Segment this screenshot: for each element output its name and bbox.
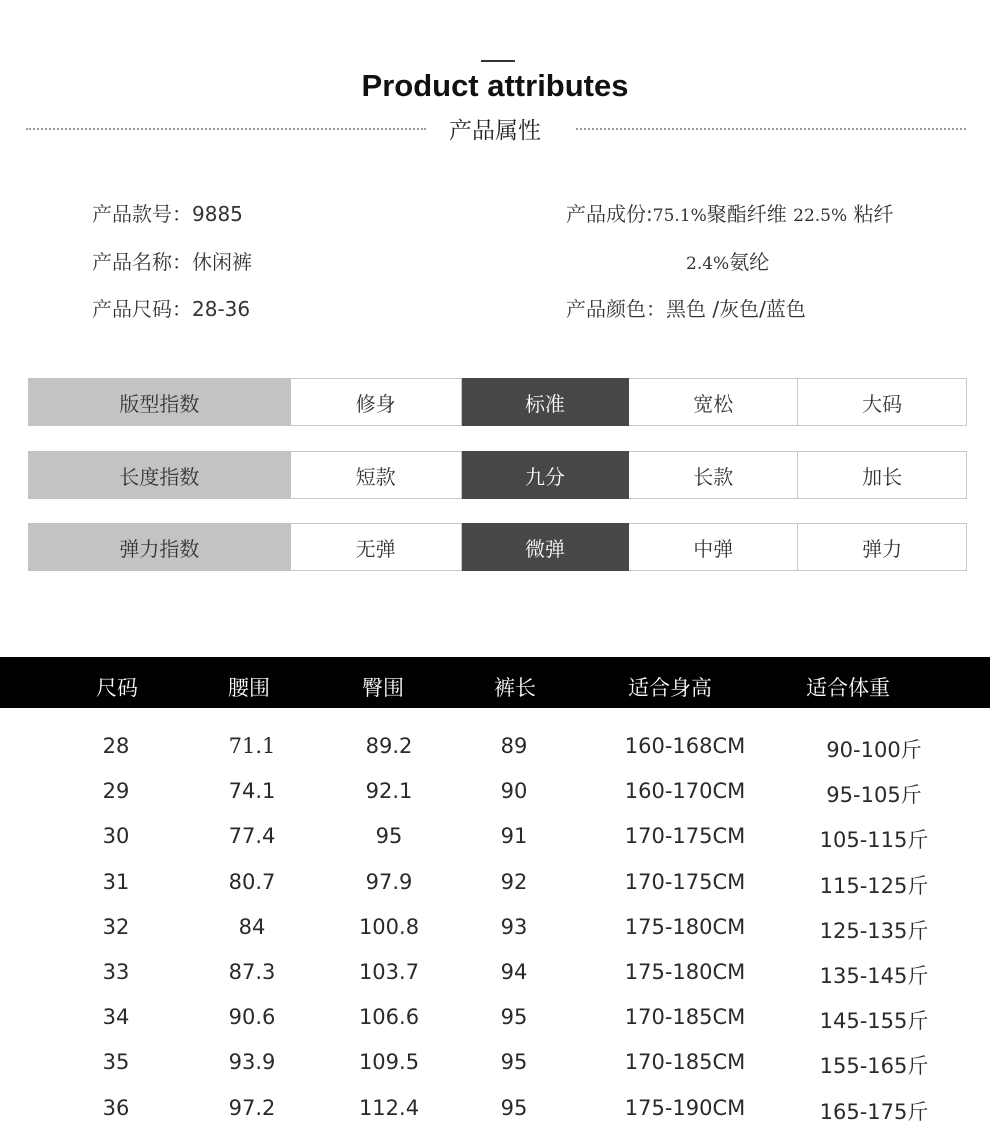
cell-size: 35 [102, 1050, 130, 1075]
stretch-index-option: 弹力 [798, 523, 967, 571]
cell-length: 93 [500, 914, 528, 939]
attr-composition-label: 产品成份: [566, 202, 653, 226]
composition-fiber-3: 氨纶 [729, 250, 770, 274]
table-row [0, 1096, 990, 1126]
cell-hip: 106.6 [358, 1005, 420, 1030]
attr-size-label: 产品尺码： [92, 297, 192, 321]
length-index-option: 长款 [629, 451, 798, 499]
cell-hip: 109.5 [358, 1050, 420, 1075]
table-row [0, 1005, 990, 1035]
cell-waist: 90.6 [228, 1005, 276, 1030]
cell-fit-height: 175-180CM [624, 960, 746, 984]
cell-hip: 103.7 [358, 960, 420, 984]
cell-hip: 97.9 [365, 869, 413, 894]
cell-size: 36 [102, 1095, 130, 1120]
attr-composition-line2 [686, 246, 769, 275]
attr-composition [566, 198, 894, 227]
stretch-index-option-selected: 微弹 [462, 523, 630, 571]
attr-color-label: 产品颜色： [566, 297, 666, 321]
size-table-header [0, 657, 990, 708]
cell-fit-weight: 165-175斤 [819, 1099, 929, 1124]
cell-size: 32 [102, 914, 130, 939]
cell-fit-weight: 115-125斤 [819, 873, 929, 898]
th-fit-height: 适合身高 [628, 676, 712, 700]
attr-size-value: 28-36 [192, 297, 251, 321]
attr-model-value: 9885 [192, 202, 243, 226]
table-row [0, 960, 990, 990]
length-index-option: 短款 [291, 451, 462, 499]
cell-length: 95 [500, 1095, 528, 1120]
cell-waist: 97.2 [228, 1095, 276, 1120]
composition-pct-3: 2.4% [686, 254, 730, 274]
th-length: 裤长 [494, 676, 536, 700]
th-hip: 臀围 [362, 676, 404, 700]
table-row [0, 870, 990, 900]
cell-size: 33 [102, 960, 130, 984]
table-row [0, 1050, 990, 1080]
cell-fit-weight: 90-100斤 [826, 738, 922, 762]
stretch-index-option: 无弹 [291, 523, 462, 571]
length-index-option: 加长 [798, 451, 967, 499]
cell-waist: 84 [238, 914, 266, 939]
length-index-row [28, 451, 967, 499]
attr-name [92, 246, 252, 275]
composition-pct-1: 75.1% [652, 206, 707, 226]
cell-fit-height: 170-175CM [624, 869, 746, 894]
cell-fit-weight: 155-165斤 [819, 1054, 929, 1079]
fit-index-option: 宽松 [629, 378, 798, 426]
composition-pct-2: 22.5% [793, 206, 848, 226]
attr-color [566, 293, 806, 322]
cell-fit-height: 160-170CM [624, 779, 746, 804]
cell-size: 29 [102, 779, 130, 804]
cell-waist: 80.7 [228, 869, 276, 894]
cell-hip: 95 [375, 824, 403, 849]
th-fit-weight: 适合体重 [806, 676, 890, 700]
cell-waist: 87.3 [228, 960, 276, 984]
title-accent-bar [481, 60, 515, 62]
fit-index-row [28, 378, 967, 426]
table-row [0, 779, 990, 809]
th-size: 尺码 [96, 676, 138, 700]
title-english: Product attributes [361, 68, 629, 103]
fit-index-label: 版型指数 [28, 378, 291, 426]
fit-index-option: 修身 [291, 378, 462, 426]
cell-fit-height: 175-190CM [624, 1095, 746, 1120]
title-chinese: 产品属性 [449, 118, 541, 144]
cell-length: 94 [500, 960, 528, 984]
cell-hip: 112.4 [358, 1095, 420, 1120]
composition-fiber-1: 聚酯纤维 [706, 202, 794, 226]
cell-waist: 71.1 [228, 734, 276, 758]
cell-size: 31 [102, 869, 130, 894]
composition-fiber-2: 粘纤 [847, 202, 894, 226]
cell-fit-height: 160-168CM [624, 734, 746, 758]
cell-hip: 92.1 [365, 779, 413, 804]
table-row [0, 915, 990, 945]
attr-color-value: 黑色 /灰色/蓝色 [666, 297, 806, 321]
th-waist: 腰围 [228, 676, 270, 700]
cell-fit-height: 170-175CM [624, 824, 746, 849]
fit-index-option-selected: 标准 [462, 378, 630, 426]
cell-waist: 93.9 [228, 1050, 276, 1075]
cell-size: 28 [102, 734, 130, 758]
cell-waist: 77.4 [228, 824, 276, 849]
cell-fit-height: 170-185CM [624, 1050, 746, 1075]
cell-hip: 89.2 [365, 734, 413, 758]
cell-fit-weight: 125-135斤 [819, 918, 929, 943]
length-index-label: 长度指数 [28, 451, 291, 499]
attr-model [92, 198, 243, 227]
cell-length: 89 [500, 734, 528, 758]
cell-fit-height: 170-185CM [624, 1005, 746, 1030]
cell-hip: 100.8 [358, 914, 420, 939]
attr-size [92, 293, 250, 322]
attr-name-value: 休闲裤 [192, 250, 252, 274]
stretch-index-option: 中弹 [629, 523, 798, 571]
cell-fit-weight: 95-105斤 [826, 783, 922, 808]
cell-size: 30 [102, 824, 130, 849]
cell-fit-weight: 105-115斤 [819, 828, 929, 853]
stretch-index-row [28, 523, 967, 571]
table-row [0, 734, 990, 764]
cell-length: 91 [500, 824, 528, 849]
table-row [0, 824, 990, 854]
cell-size: 34 [102, 1005, 130, 1030]
attr-model-label: 产品款号： [92, 202, 192, 226]
cell-length: 95 [500, 1005, 528, 1030]
cell-length: 90 [500, 779, 528, 804]
cell-fit-height: 175-180CM [624, 914, 746, 939]
fit-index-option: 大码 [798, 378, 967, 426]
stretch-index-label: 弹力指数 [28, 523, 291, 571]
cell-fit-weight: 145-155斤 [819, 1009, 929, 1034]
cell-length: 92 [500, 869, 528, 894]
cell-fit-weight: 135-145斤 [819, 964, 929, 988]
attr-name-label: 产品名称： [92, 250, 192, 274]
length-index-option-selected: 九分 [462, 451, 630, 499]
cell-waist: 74.1 [228, 779, 276, 804]
cell-length: 95 [500, 1050, 528, 1075]
